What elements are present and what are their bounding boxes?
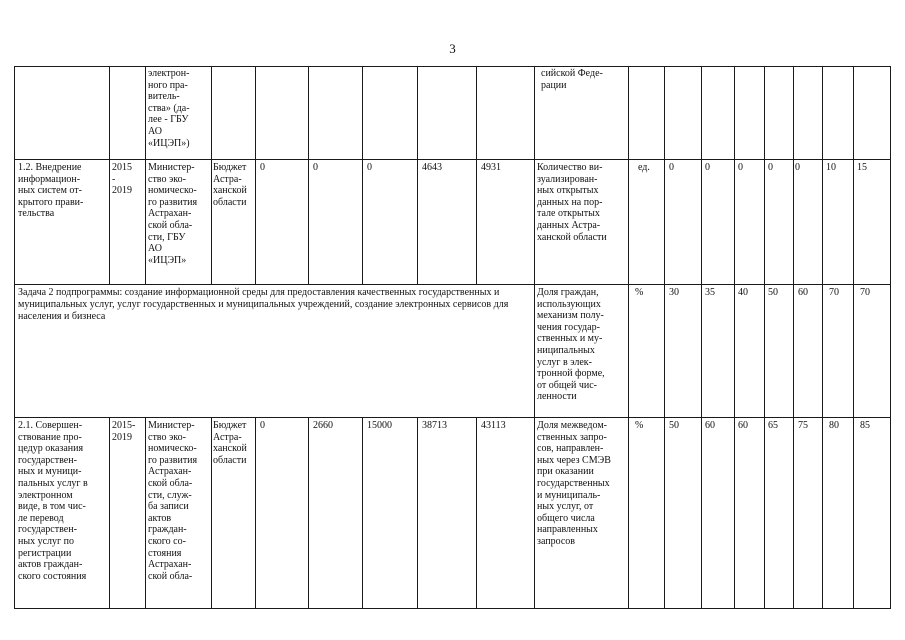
value-cell: 75 <box>798 420 808 431</box>
page-number: 3 <box>449 41 456 56</box>
value-cell: 0 <box>738 162 743 173</box>
responsible-cell: Министер- ство эко- номическо- го развития Астрахан- ской обла- сти, ГБУ АО «ИЦЭП» <box>148 162 198 266</box>
value-cell: 15 <box>857 162 867 173</box>
responsible-cell: Министер- ство эко- номическо- го развития Астрахан- ской обла- сти, служ- ба записи актов граждан- ского со- стояния Астрахан- ской обла- <box>148 420 198 582</box>
funding-source-cell: Бюджет Астра- ханской области <box>213 420 247 466</box>
amount-cell: 0 <box>260 162 265 173</box>
unit-cell: ед. <box>638 162 650 173</box>
amount-cell: 4931 <box>481 162 501 173</box>
activity-name-cell: 2.1. Совершен- ствование про- цедур оказания государствен- ных и муници- пальных услуг в электронном виде, в том чис- ле перевод государствен- ных услуг по регистрации актов граждан- ского состояния <box>18 420 88 582</box>
amount-cell: 43113 <box>481 420 506 431</box>
value-cell: 70 <box>829 287 839 298</box>
indicator-cell: Доля граждан, использующих механизм полу- чения государ- ственных и му- ниципальных услуг в элек- тронной форме, от общей чис- ленности <box>537 287 605 403</box>
period-cell: 2015- 2019 <box>112 420 136 443</box>
value-cell: 60 <box>738 420 748 431</box>
value-cell: 0 <box>705 162 710 173</box>
amount-cell: 15000 <box>367 420 392 431</box>
responsible-cell: электрон- ного пра- витель- ства» (да- лее - ГБУ АО «ИЦЭП») <box>148 68 190 149</box>
indicator-cell: Доля межведом- ственных запро- сов, направлен- ных через СМЭВ при оказании государственных и муниципаль- ных услуг, от общего числа направленных запросов <box>537 420 611 547</box>
value-cell: 70 <box>860 287 870 298</box>
indicator-cell: Количество ви- зуализирован- ных открытых данных на пор- тале открытых данных Астра- ханской области <box>537 162 607 243</box>
value-cell: 0 <box>795 162 800 173</box>
amount-cell: 0 <box>367 162 372 173</box>
value-cell: 0 <box>768 162 773 173</box>
value-cell: 85 <box>860 420 870 431</box>
period-cell: 2015 - 2019 <box>112 162 132 197</box>
unit-cell: % <box>635 420 644 431</box>
value-cell: 30 <box>669 287 679 298</box>
amount-cell: 38713 <box>422 420 447 431</box>
value-cell: 65 <box>768 420 778 431</box>
funding-source-cell: Бюджет Астра- ханской области <box>213 162 247 208</box>
activity-name-cell: 1.2. Внедрение информацион- ных систем от- крытого прави- тельства <box>18 162 84 220</box>
value-cell: 50 <box>669 420 679 431</box>
value-cell: 10 <box>826 162 836 173</box>
value-cell: 60 <box>798 287 808 298</box>
amount-cell: 0 <box>313 162 318 173</box>
task-description: Задача 2 подпрограммы: создание информационной среды для предоставления качественных государственных и муниципальных услуг, услуг государственных и муниципальных учреждений, создание электронных сервисов для населения и бизнеса <box>18 287 509 322</box>
value-cell: 40 <box>738 287 748 298</box>
value-cell: 60 <box>705 420 715 431</box>
amount-cell: 4643 <box>422 162 442 173</box>
indicator-cell: сийской Феде- рации <box>541 68 603 91</box>
unit-cell: % <box>635 287 644 298</box>
value-cell: 35 <box>705 287 715 298</box>
amount-cell: 0 <box>260 420 265 431</box>
program-table <box>14 66 891 608</box>
amount-cell: 2660 <box>313 420 333 431</box>
value-cell: 0 <box>669 162 674 173</box>
value-cell: 80 <box>829 420 839 431</box>
value-cell: 50 <box>768 287 778 298</box>
